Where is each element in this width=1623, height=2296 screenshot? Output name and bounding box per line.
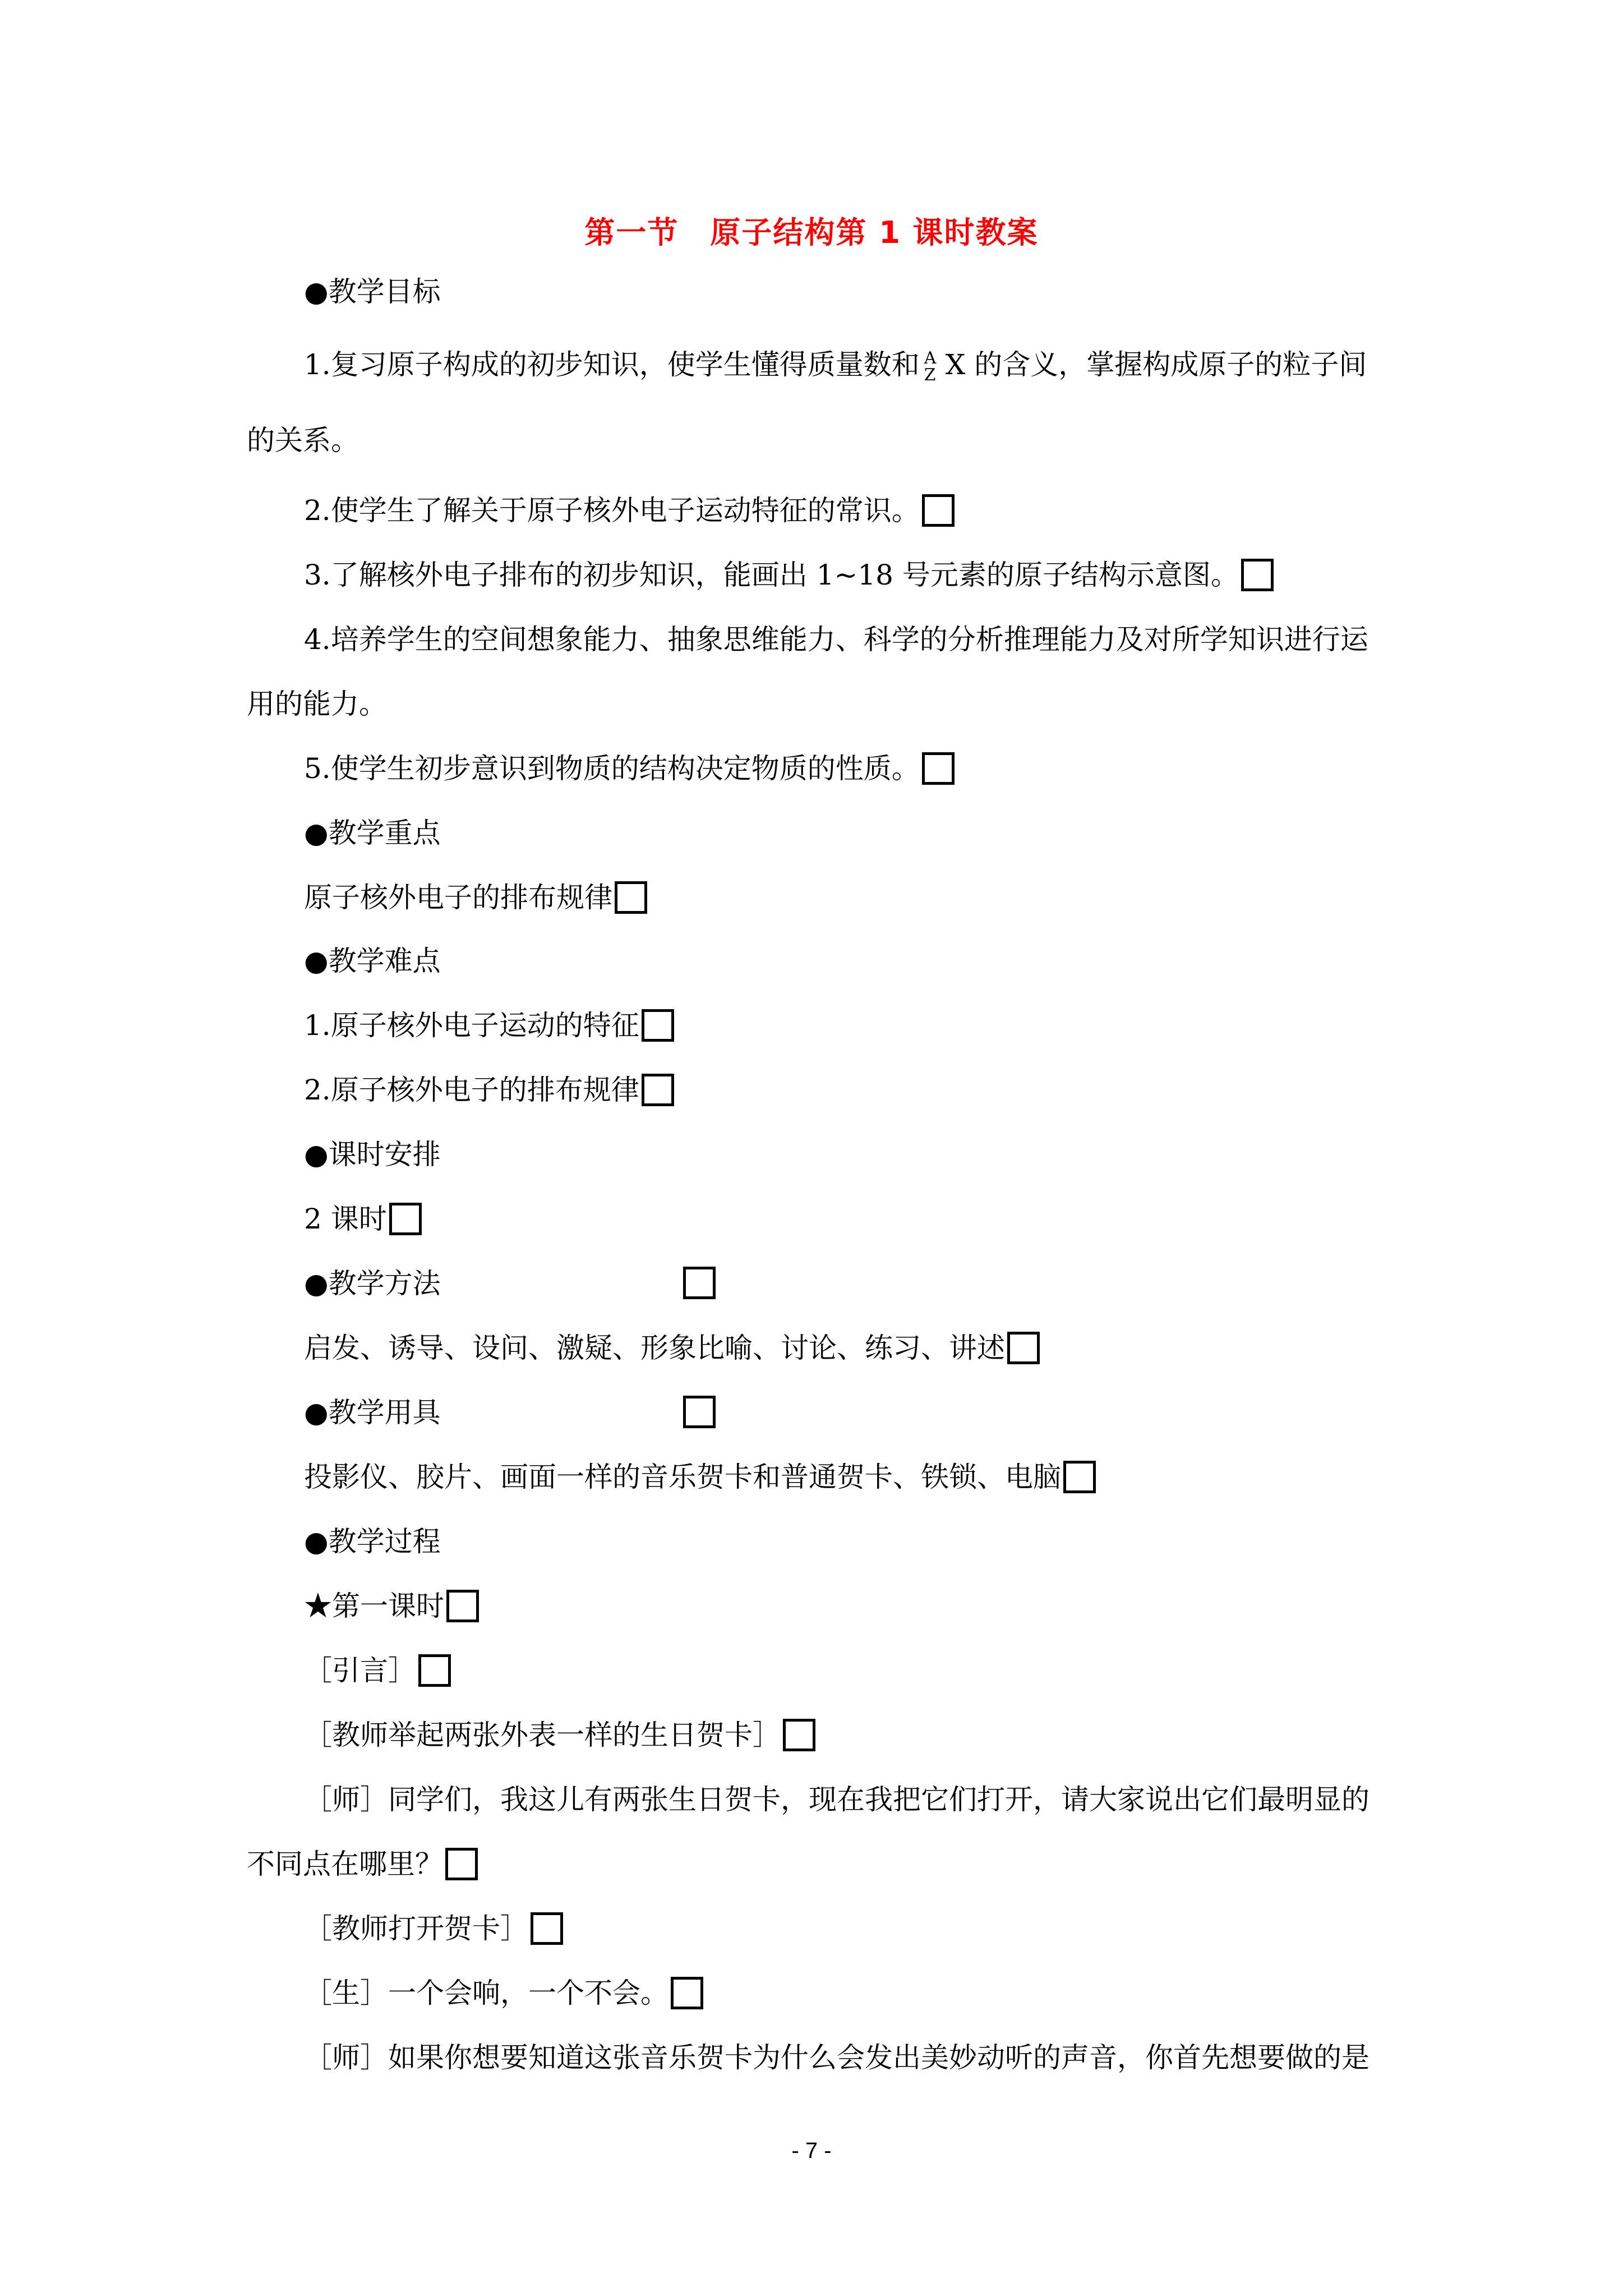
lesson-1-heading xyxy=(304,1589,479,1625)
empty-box xyxy=(531,1912,563,1945)
teacher-say-1-continuation xyxy=(247,1847,478,1883)
objective-2 xyxy=(304,494,955,529)
key-point xyxy=(304,881,647,916)
empty-box xyxy=(671,1977,703,2009)
teacher-action-2-text: ［教师打开贺卡］ xyxy=(304,1912,528,1945)
empty-box xyxy=(683,1396,716,1428)
objective-1-text-tail: X 的含义，掌握构成原子的粒子间 xyxy=(945,348,1367,381)
page-number: - 7 - xyxy=(791,2138,832,2163)
objective-3-text: 3.了解核外电子排布的初步知识，能画出 1~18 号元素的原子结构示意图。 xyxy=(304,559,1239,591)
tools-text: 投影仪、胶片、画面一样的音乐贺卡和普通贺卡、铁锁、电脑 xyxy=(304,1461,1061,1493)
teacher-action-1 xyxy=(304,1718,815,1754)
objective-5 xyxy=(304,752,955,787)
difficulty-1-text: 1.原子核外电子运动的特征 xyxy=(304,1009,639,1042)
methods xyxy=(304,1331,1040,1366)
empty-box xyxy=(615,881,647,914)
objective-1-continuation: 的关系。 xyxy=(247,424,359,457)
empty-box xyxy=(446,1590,479,1622)
empty-box xyxy=(418,1654,451,1687)
empty-box xyxy=(445,1848,478,1880)
section-objectives-heading: ●教学目标 xyxy=(304,275,441,308)
difficulty-2 xyxy=(304,1073,674,1108)
section-schedule-heading: ●课时安排 xyxy=(304,1138,441,1171)
objective-2-text: 2.使学生了解关于原子核外电子运动特征的常识。 xyxy=(304,494,920,527)
tools xyxy=(304,1460,1096,1496)
empty-box xyxy=(922,752,955,785)
methods-text: 启发、诱导、设问、激疑、形象比喻、讨论、练习、讲述 xyxy=(304,1332,1005,1364)
section-methods-heading: ●教学方法 xyxy=(304,1267,441,1300)
section-key-points-heading: ●教学重点 xyxy=(304,817,441,849)
objective-4: 4.培养学生的空间想象能力、抽象思维能力、科学的分析推理能力及对所学知识进行运 xyxy=(304,623,1368,656)
objective-1 xyxy=(304,348,1367,385)
objective-3 xyxy=(304,558,1274,593)
empty-box xyxy=(922,494,955,527)
key-point-text: 原子核外电子的排布规律 xyxy=(304,881,612,914)
empty-box xyxy=(642,1009,674,1042)
teacher-say-2: ［师］如果你想要知道这张音乐贺卡为什么会发出美妙动听的声音，你首先想要做的是 xyxy=(304,2041,1370,2074)
schedule xyxy=(304,1202,422,1237)
title-part-2: 原子结构第 1 课时教案 xyxy=(710,215,1039,250)
difficulty-2-text: 2.原子核外电子的排布规律 xyxy=(304,1074,639,1106)
empty-box xyxy=(389,1203,422,1235)
empty-box xyxy=(783,1719,815,1751)
difficulty-1 xyxy=(304,1009,674,1044)
atomic-number-symbol: Z xyxy=(924,365,936,385)
empty-box xyxy=(642,1074,674,1106)
objective-1-text: 1.复习原子构成的初步知识，使学生懂得质量数和 xyxy=(304,348,920,381)
schedule-text: 2 课时 xyxy=(304,1203,387,1235)
teacher-say-1: ［师］同学们，我这儿有两张生日贺卡，现在我把它们打开，请大家说出它们最明显的 xyxy=(304,1783,1370,1816)
teacher-action-1-text: ［教师举起两张外表一样的生日贺卡］ xyxy=(304,1719,781,1751)
student-reply-1-text: ［生］一个会响，一个不会。 xyxy=(304,1977,668,2009)
teacher-say-1-continuation-text: 不同点在哪里？ xyxy=(247,1848,443,1880)
student-reply-1 xyxy=(304,1976,703,2012)
empty-box xyxy=(1007,1332,1040,1364)
section-difficulties-heading: ●教学难点 xyxy=(304,945,441,977)
intro-text: ［引言］ xyxy=(304,1654,416,1687)
lesson-1-text: ★第一课时 xyxy=(304,1590,444,1622)
intro xyxy=(304,1654,451,1689)
page-title xyxy=(0,209,1623,252)
objective-4-continuation: 用的能力。 xyxy=(247,688,387,720)
section-process-heading: ●教学过程 xyxy=(304,1525,441,1558)
teacher-action-2 xyxy=(304,1912,563,1947)
section-tools-heading: ●教学用具 xyxy=(304,1396,441,1429)
empty-box xyxy=(1063,1461,1096,1493)
nuclide-notation xyxy=(921,348,943,385)
objective-5-text: 5.使学生初步意识到物质的结构决定物质的性质。 xyxy=(304,752,920,785)
empty-box xyxy=(683,1267,716,1299)
empty-box xyxy=(1241,559,1274,591)
title-part-1: 第一节 xyxy=(584,215,679,250)
mass-number-symbol: A xyxy=(924,348,937,368)
